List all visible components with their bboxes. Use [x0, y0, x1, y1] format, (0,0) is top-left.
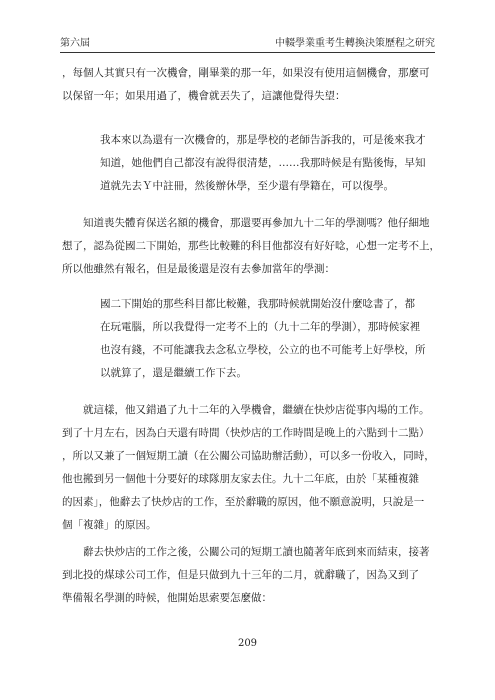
text-line: 準備報名學測的時候，他開始思索要怎麼做：	[62, 592, 272, 604]
header-title: 中輟學業重考生轉換決策歷程之研究	[275, 38, 435, 49]
text-line: 個「複雜」的原因。	[62, 519, 157, 531]
body-paragraph	[62, 62, 434, 108]
text-line: 也沒有錢，不可能讓我去念私立學校，公立的也不可能考上好學校，所	[100, 344, 426, 356]
text-line: 到北投的煤球公司工作，但是只做到九十三年的二月，就辭職了，因為又到了	[62, 569, 419, 581]
running-header	[60, 34, 435, 52]
body-paragraph	[62, 541, 434, 610]
text-line: 就這樣，他又錯過了九十二年的入學機會，繼續在快炒店從事內場的工作。	[62, 404, 430, 416]
text-line: 以保留一年；如果用過了，機會就丟失了，這讓他覺得失望：	[62, 90, 346, 102]
text-line: 在玩電腦，所以我覺得一定考不上的（九十二年的學測），那時候家裡	[100, 321, 421, 333]
text-line: 我本來以為還有一次機會的，那是學校的老師告訴我的，可是後來我才	[100, 134, 426, 146]
text-line: 知道，她他們自己都沒有說得很清楚，……我那時候是有點後悔，早知	[100, 157, 426, 169]
page-number: 209	[237, 638, 258, 649]
text-line: 到了十月左右，因為白天還有時間（快炒店的工作時間是晚上的六點到十二點）	[62, 427, 430, 439]
text-line: 想了，認為從國二下開始，那些比較難的科目他都沒有好好唸，心想一定考不上，	[62, 240, 440, 252]
text-line: ，每個人其實只有一次機會，剛畢業的那一年，如果沒有使用這個機會，那麼可	[62, 67, 430, 79]
text-line: ，所以又兼了一個短期工讀（在公關公司協助辦活動），可以多一份收入，同時，	[62, 450, 435, 462]
body-paragraph	[62, 212, 440, 281]
header-rule	[60, 52, 435, 53]
body-paragraph	[62, 399, 434, 537]
text-line: 所以他雖然有報名，但是最後還是沒有去參加當年的學測：	[62, 263, 335, 275]
header-left: 第六屆	[60, 38, 90, 49]
text-line: 知道喪失體育保送名額的機會，那還要再參加九十二年的學測嗎？他仔細地	[62, 217, 430, 229]
text-line: 國二下開始的那些科目都比較難，我那時候就開始沒什麼唸書了，都	[100, 298, 415, 310]
text-line: 道就先去Ｙ中註冊，然後辦休學，至少還有學籍在，可以復學。	[100, 180, 394, 192]
quote-block	[100, 129, 430, 198]
text-line: 辭去快炒店的工作之後，公關公司的短期工讀也隨著年底到來而結束，接著	[62, 546, 430, 558]
text-line: 他也搬到另一個他十分要好的球隊朋友家去住。九十二年底，由於「某種複雜	[62, 473, 419, 485]
quote-block	[100, 293, 430, 385]
text-line: 以就算了，還是繼續工作下去。	[100, 367, 247, 379]
text-line: 的因素」，他辭去了快炒店的工作，至於辭職的原因，他不願意說明，只說是一	[62, 496, 425, 508]
